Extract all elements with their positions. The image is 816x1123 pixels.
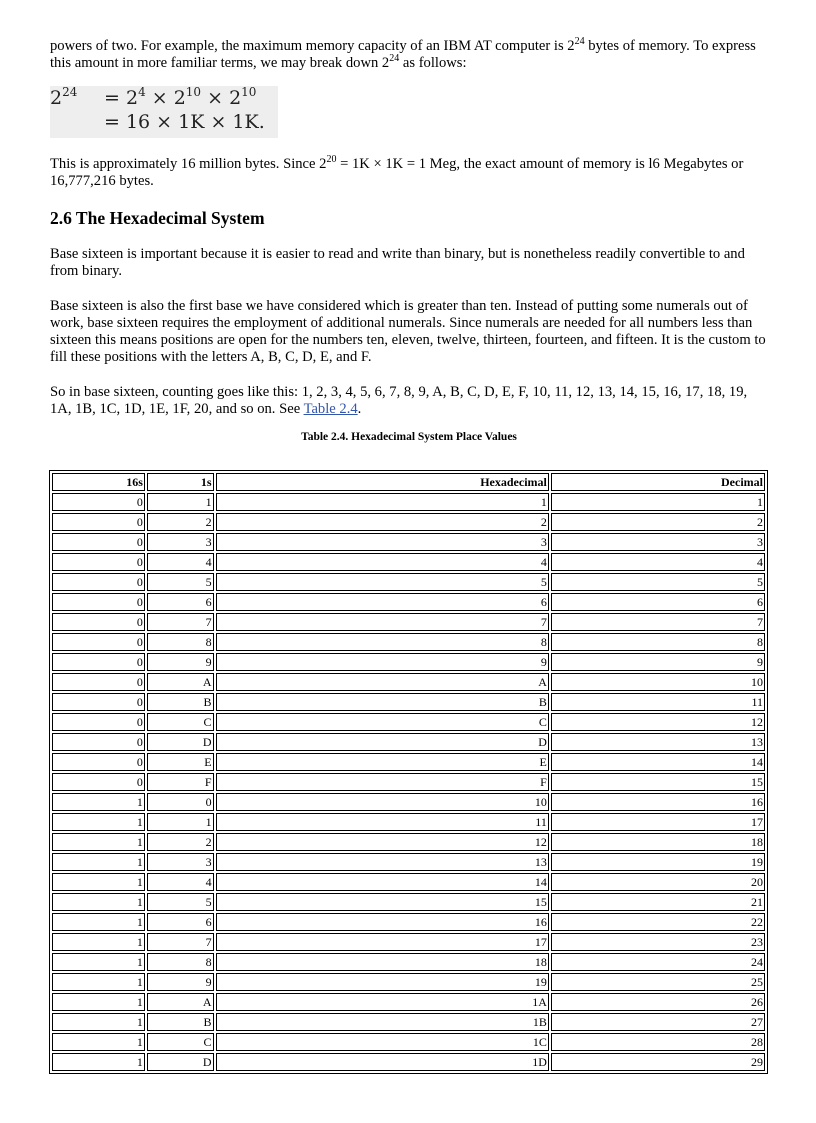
intro-text-a: powers of two. For example, the maximum memory capacity of an IBM AT computer is 2 [50,38,575,54]
cell-1s: 5 [147,893,214,911]
cell-hexadecimal: 1D [216,1053,549,1071]
cell-decimal: 26 [551,993,765,1011]
cell-hexadecimal: 13 [216,853,549,871]
intro-paragraph [50,38,768,72]
cell-decimal: 8 [551,633,765,651]
table-row [52,993,765,1011]
cell-1s: D [147,733,214,751]
cell-1s: 2 [147,513,214,531]
table-header-row [52,473,765,491]
cell-decimal: 29 [551,1053,765,1071]
cell-hexadecimal: E [216,753,549,771]
cell-decimal: 3 [551,533,765,551]
cell-16s: 1 [52,873,145,891]
cell-16s: 1 [52,853,145,871]
table-caption: Table 2.4. Hexadecimal System Place Values [301,431,517,443]
table-row [52,933,765,951]
cell-16s: 1 [52,833,145,851]
table-row [52,493,765,511]
table-row [52,853,765,871]
cell-16s: 1 [52,793,145,811]
cell-1s: A [147,993,214,1011]
cell-16s: 0 [52,673,145,691]
equation-rhs-2: = 16 × 1K × 1K. [104,111,265,133]
cell-1s: A [147,673,214,691]
cell-hexadecimal: 2 [216,513,549,531]
cell-decimal: 21 [551,893,765,911]
cell-hexadecimal: 10 [216,793,549,811]
cell-16s: 0 [52,593,145,611]
cell-decimal: 17 [551,813,765,831]
cell-16s: 0 [52,633,145,651]
cell-1s: 7 [147,933,214,951]
cell-hexadecimal: 3 [216,533,549,551]
table-row [52,953,765,971]
cell-decimal: 20 [551,873,765,891]
cell-decimal: 7 [551,613,765,631]
exponent: 20 [326,154,337,165]
cell-16s: 1 [52,993,145,1011]
cell-16s: 1 [52,893,145,911]
cell-decimal: 15 [551,773,765,791]
cell-decimal: 16 [551,793,765,811]
cell-hexadecimal: 7 [216,613,549,631]
cell-16s: 0 [52,513,145,531]
cell-16s: 0 [52,733,145,751]
cell-1s: 1 [147,813,214,831]
cell-decimal: 19 [551,853,765,871]
cell-decimal: 22 [551,913,765,931]
hex-place-values-table [49,470,768,1074]
cell-1s: B [147,1013,214,1031]
cell-decimal: 23 [551,933,765,951]
table-row [52,573,765,591]
table-row [52,753,765,771]
cell-hexadecimal: 4 [216,553,549,571]
base16-numerals-paragraph: Base sixteen is also the first base we have considered which is greater than ten. Instead of putting some numerals out of work, base sixteen requires the employment of additional numerals. Since numerals are needed for all numbers less than sixteen this means positions are open for the numbers ten, eleven, twelve, thirteen, fourteen, and fifteen. It is the custom to fill these positions with the letters A, B, C, D, E, and F. [50,298,766,365]
table-row [52,833,765,851]
cell-16s: 0 [52,713,145,731]
table-row [52,513,765,531]
table-row [52,593,765,611]
cell-1s: D [147,1053,214,1071]
cell-hexadecimal: 18 [216,953,549,971]
cell-hexadecimal: 1 [216,493,549,511]
cell-1s: 6 [147,593,214,611]
cell-1s: 8 [147,953,214,971]
cell-decimal: 11 [551,693,765,711]
cell-1s: 6 [147,913,214,931]
cell-hexadecimal: 14 [216,873,549,891]
cell-hexadecimal: F [216,773,549,791]
cell-1s: 7 [147,613,214,631]
cell-1s: 3 [147,853,214,871]
cell-16s: 1 [52,1013,145,1031]
table-row [52,633,765,651]
cell-decimal: 9 [551,653,765,671]
cell-decimal: 4 [551,553,765,571]
cell-hexadecimal: 17 [216,933,549,951]
cell-1s: 1 [147,493,214,511]
cell-1s: C [147,1033,214,1051]
cell-hexadecimal: 11 [216,813,549,831]
cell-hexadecimal: 16 [216,913,549,931]
cell-decimal: 25 [551,973,765,991]
table-row [52,653,765,671]
cell-hexadecimal: 8 [216,633,549,651]
exponent: 24 [574,36,585,47]
exponent: 24 [389,53,400,64]
cell-1s: C [147,713,214,731]
cell-decimal: 12 [551,713,765,731]
column-header-hexadecimal: Hexadecimal [216,473,549,491]
cell-hexadecimal: B [216,693,549,711]
cell-hexadecimal: 19 [216,973,549,991]
cell-decimal: 27 [551,1013,765,1031]
cell-16s: 1 [52,1053,145,1071]
cell-hexadecimal: 1A [216,993,549,1011]
cell-decimal: 14 [551,753,765,771]
cell-decimal: 2 [551,513,765,531]
cell-1s: 4 [147,873,214,891]
table-row [52,693,765,711]
cell-hexadecimal: 5 [216,573,549,591]
table-row [52,973,765,991]
cell-1s: B [147,693,214,711]
cell-16s: 0 [52,693,145,711]
cell-1s: 4 [147,553,214,571]
column-header-16s: 16s [52,473,145,491]
cell-1s: 9 [147,653,214,671]
cell-1s: 9 [147,973,214,991]
table-row [52,1053,765,1071]
cell-16s: 0 [52,753,145,771]
cell-hexadecimal: 12 [216,833,549,851]
cell-decimal: 28 [551,1033,765,1051]
cell-decimal: 24 [551,953,765,971]
table-row [52,873,765,891]
cell-decimal: 13 [551,733,765,751]
cell-decimal: 10 [551,673,765,691]
table-row [52,773,765,791]
cell-1s: 3 [147,533,214,551]
table-row [52,893,765,911]
cell-hexadecimal: 1C [216,1033,549,1051]
cell-decimal: 6 [551,593,765,611]
document-page [50,38,768,1074]
math-equation-image [50,86,278,138]
cell-16s: 0 [52,773,145,791]
base16-importance-paragraph: Base sixteen is important because it is easier to read and write than binary, but is nonetheless readily convertible to and from binary. [50,246,745,279]
table-row [52,553,765,571]
memory-paragraph [50,156,768,190]
column-header-1s: 1s [147,473,214,491]
cell-16s: 1 [52,973,145,991]
cell-16s: 1 [52,913,145,931]
intro-text-b: bytes of memory. To express this amount in more familiar terms, we may break down 2 [50,38,756,71]
column-header-decimal: Decimal [551,473,765,491]
table-row [52,673,765,691]
table-reference-link[interactable]: Table 2.4 [303,401,358,417]
cell-16s: 1 [52,1033,145,1051]
section-heading: 2.6 The Hexadecimal System [50,208,265,228]
table-row [52,1013,765,1031]
cell-16s: 0 [52,493,145,511]
cell-hexadecimal: 15 [216,893,549,911]
intro-text-c: as follows: [399,55,467,71]
cell-16s: 0 [52,613,145,631]
memory-text-b: = 1K × 1K = 1 Meg, the exact amount of memory is l6 Megabytes or 16,777,216 bytes. [50,156,744,189]
table-row [52,733,765,751]
cell-1s: 2 [147,833,214,851]
memory-text-a: This is approximately 16 million bytes. Since 2 [50,156,327,172]
counting-paragraph: So in base sixteen, counting goes like this: 1, 2, 3, 4, 5, 6, 7, 8, 9, A, B, C, D, E, F, 10, 11, 12, 13, 14, 15, 16, 17, 18, 19, 1A, 1B, 1C, 1D, 1E, 1F, 20, and so on. See Table 2.4. [50,384,748,417]
cell-decimal: 5 [551,573,765,591]
cell-16s: 0 [52,573,145,591]
table-row [52,793,765,811]
cell-1s: E [147,753,214,771]
table-row [52,533,765,551]
cell-hexadecimal: C [216,713,549,731]
equation-line-1 [50,86,278,110]
counting-text: So in base sixteen, counting goes like this: 1, 2, 3, 4, 5, 6, 7, 8, 9, A, B, C, D, E, F, 10, 11, 12, 13, 14, 15, 16, 17, 18, 19, 1A, 1B, 1C, 1D, 1E, 1F, 20, and so on. See [50,384,748,417]
cell-decimal: 1 [551,493,765,511]
cell-decimal: 18 [551,833,765,851]
cell-1s: 5 [147,573,214,591]
cell-16s: 1 [52,813,145,831]
cell-hexadecimal: A [216,673,549,691]
cell-hexadecimal: 9 [216,653,549,671]
cell-1s: 8 [147,633,214,651]
cell-16s: 0 [52,533,145,551]
cell-1s: F [147,773,214,791]
cell-1s: 0 [147,793,214,811]
cell-16s: 0 [52,553,145,571]
cell-16s: 1 [52,933,145,951]
cell-hexadecimal: D [216,733,549,751]
cell-hexadecimal: 6 [216,593,549,611]
table-row [52,913,765,931]
table-body [52,493,765,1071]
table-row [52,613,765,631]
cell-hexadecimal: 1B [216,1013,549,1031]
equation-lhs: $2^{24}$ [50,85,78,109]
equation-line-2 [50,110,278,134]
table-row [52,713,765,731]
cell-16s: 1 [52,953,145,971]
equation-rhs-1: = $2^4 \times 2^{10} \times 2^{10}$ [104,85,257,109]
cell-16s: 0 [52,653,145,671]
table-row [52,1033,765,1051]
table-row [52,813,765,831]
